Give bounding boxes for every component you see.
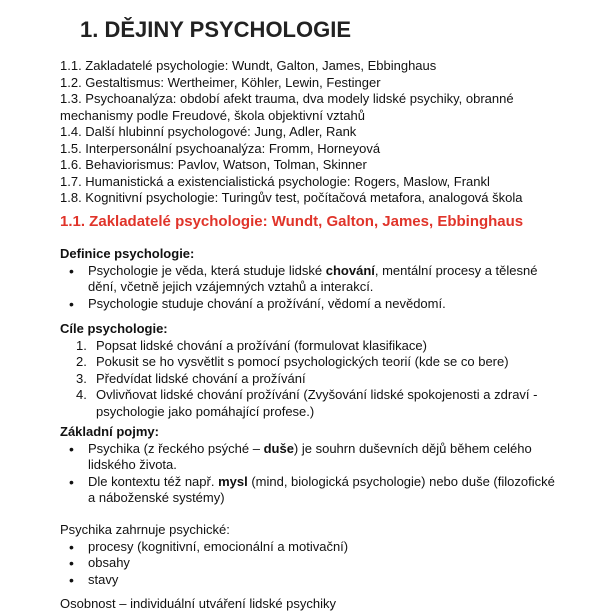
list-item: • procesy (kognitivní, emocionální a motivační) (60, 539, 560, 556)
list-item (60, 474, 560, 507)
definition-list (60, 263, 560, 313)
goals-list (60, 338, 560, 421)
text-run: , mentální procesy a tělesné dění, včetně jejich vzájemných vztahů a interakcí. (88, 262, 538, 294)
toc-item: 1.7. Humanistická a existencialistická psychologie: Rogers, Maslow, Frankl (60, 173, 490, 189)
section-heading: 1.1. Zakladatelé psychologie: Wundt, Galton, James, Ebbinghaus (60, 213, 524, 230)
bold-text: mysl (218, 473, 248, 489)
bold-text: duše (263, 440, 294, 456)
list-text: Ovlivňovat lidské chování prožívání (Zvyšování lidské spokojenosti a zdraví - psychologie jako pomáhající profese.) (96, 387, 538, 419)
toc-item: 1.6. Behaviorismus: Pavlov, Watson, Tolman, Skinner (60, 157, 367, 172)
toc-item: 1.3. Psychoanalýza: období afekt trauma, dva modely lidské psychiky, obranné mechanismy podle Freudové, škola objektivní vztahů (60, 91, 514, 123)
bold-text: chování (325, 262, 375, 278)
goals-title: Cíle psychologie: (60, 321, 168, 336)
list-text: Popsat lidské chování a prožívání (formulovat klasifikace) (96, 337, 427, 353)
list-item (60, 441, 560, 474)
list-number: 3. (76, 370, 87, 386)
psyche-block (60, 522, 560, 588)
concepts-title: Základní pojmy: (60, 424, 159, 439)
text-run: (mind, biologická psychologie) nebo duše (filozofické a náboženské systémy) (88, 473, 555, 505)
list-number: 4. (76, 387, 87, 402)
toc-item: 1.4. Další hlubinní psychologové: Jung, Adler, Rank (60, 124, 357, 139)
concepts-block (60, 424, 560, 507)
list-number: 1. (76, 337, 87, 353)
list-number: 2. (76, 354, 87, 369)
table-of-contents (60, 58, 580, 207)
list-item (60, 354, 560, 371)
list-item: • stavy (60, 572, 560, 589)
text-run: Psychika (z řeckého psýché – (88, 440, 264, 456)
psyche-intro: Psychika zahrnuje psychické: (60, 522, 230, 537)
list-item (60, 338, 560, 355)
list-item: • Psychologie studuje chování a prožívání, vědomí a nevědomí. (60, 296, 560, 313)
personality-line: Osobnost – individuální utváření lidské psychiky (60, 596, 337, 611)
goals-block (60, 321, 560, 420)
list-text: Předvídat lidské chování a prožívání (96, 370, 306, 386)
list-text: Pokusit se ho vysvětlit s pomocí psychologických teorií (kde se co bere) (96, 354, 509, 369)
list-item: • obsahy (60, 555, 560, 572)
list-item (60, 387, 560, 420)
list-item (60, 263, 560, 296)
toc-item: 1.8. Kognitivní psychologie: Turingův test, počítačová metafora, analogová škola (60, 190, 523, 205)
text-run: Dle kontextu též např. (88, 473, 219, 489)
text-run: Psychologie je věda, která studuje lidské (88, 262, 326, 278)
psyche-list (60, 539, 560, 589)
concepts-list (60, 441, 560, 507)
text-run: ) je souhrn duševních dějů během celého lidského života. (88, 440, 532, 472)
toc-item: 1.5. Interpersonální psychoanalýza: Fromm, Horneyová (60, 140, 381, 156)
definition-block (60, 246, 560, 312)
definition-title: Definice psychologie: (60, 246, 195, 261)
list-item (60, 371, 560, 388)
toc-item: 1.1. Zakladatelé psychologie: Wundt, Galton, James, Ebbinghaus (60, 58, 437, 73)
page-title: 1. DĚJINY PSYCHOLOGIE (80, 17, 352, 42)
toc-item: 1.2. Gestaltismus: Wertheimer, Köhler, Lewin, Festinger (60, 74, 381, 90)
